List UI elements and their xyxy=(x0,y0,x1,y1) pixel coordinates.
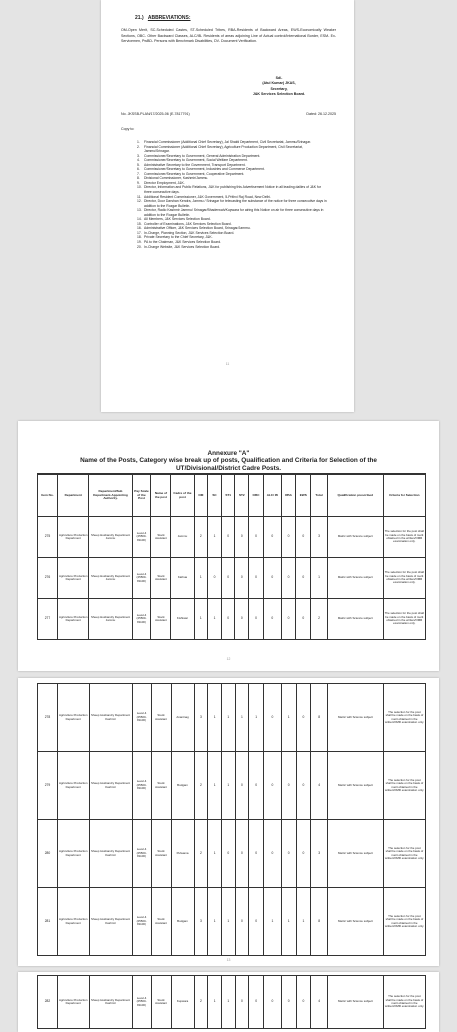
ews-count-cell: 0 xyxy=(296,517,311,558)
om-count-cell: 1 xyxy=(194,599,208,640)
cadre-cell: Pulwama xyxy=(171,820,194,888)
criteria-cell: The selection for the post shall be made on the basis of merit obtained in the written/OMR examination only. xyxy=(383,517,425,558)
ews-count-cell: 0 xyxy=(296,976,311,1029)
sub-department-cell: Sheep Husbandry Department Jammu xyxy=(89,599,132,640)
list-item-text: Director, Door Darshan Kendra, Jammu / Srinagar for telecasting the substance of the notice for three consecutive days in addition to the Rozgar Bulletin. xyxy=(144,199,327,208)
total-count-cell: 3 xyxy=(311,820,328,888)
alc-count-cell: 0 xyxy=(263,684,281,752)
total-count-cell: 4 xyxy=(311,752,328,820)
list-item-text: Commissioner/Secretary to Government, Cooperative Department. xyxy=(144,171,245,176)
total-count-cell: 1 xyxy=(311,558,328,599)
list-item-text: Financial Commissioner (Additional Chief Secretary), Agriculture Production Department, Civil Secretariat, Jammu/Srinagar. xyxy=(144,144,303,154)
list-item xyxy=(137,199,327,208)
list-item-text: Director Employment, J&K. xyxy=(144,180,185,185)
st2-count-cell: 0 xyxy=(235,558,249,599)
department-cell: Agriculture Production Department xyxy=(57,599,89,640)
copy-to-list xyxy=(137,140,327,249)
sc-count-cell: 1 xyxy=(208,684,222,752)
st1-count-cell: 1 xyxy=(221,976,235,1029)
department-cell: Agriculture Production Department xyxy=(57,517,89,558)
list-item xyxy=(137,185,327,194)
sc-count-cell: 1 xyxy=(208,976,222,1029)
pay-scale-cell: Level-4 (25500-81100) xyxy=(132,684,151,752)
pay-scale-cell: Level-4 (25500-81100) xyxy=(132,888,151,956)
post-name-cell: Stock Assistant xyxy=(151,976,171,1029)
obc-count-cell: 0 xyxy=(249,888,264,956)
alc-count-cell: 0 xyxy=(263,517,281,558)
pay-scale-cell: Level-4 (25500-81100) xyxy=(132,820,151,888)
list-item-text: In-Charge, Planning Section, J&K Services Selection Board. xyxy=(144,230,235,235)
post-name-cell: Stock Assistant xyxy=(151,752,171,820)
qualification-cell: Matric with Science subject xyxy=(328,752,384,820)
cadre-cell: Budgam xyxy=(171,752,194,820)
item-number: 278 xyxy=(38,684,58,752)
cadre-cell: Kathua xyxy=(171,558,194,599)
qualification-cell: Matric with Science subject xyxy=(328,888,384,956)
total-count-cell: 8 xyxy=(311,888,328,956)
qualification-cell: Matric with Science subject xyxy=(327,517,383,558)
ews-count-cell: 0 xyxy=(296,820,311,888)
column-header: ALC/ IB xyxy=(263,475,281,517)
sc-count-cell: 1 xyxy=(208,517,222,558)
department-cell: Agriculture Production Department xyxy=(57,558,89,599)
st2-count-cell: 0 xyxy=(235,517,249,558)
post-name-cell: Stock Assistant xyxy=(151,888,171,956)
list-item-number: 1. xyxy=(137,140,140,144)
obc-count-cell: 0 xyxy=(249,820,264,888)
list-item xyxy=(137,208,327,217)
posts-table xyxy=(37,473,426,640)
rba-count-cell: 0 xyxy=(281,599,296,640)
department-cell: Agriculture Production Department xyxy=(57,752,89,820)
list-item-number: 9. xyxy=(137,180,140,185)
st2-count-cell: 0 xyxy=(235,820,249,888)
rba-count-cell: 0 xyxy=(281,976,296,1029)
rba-count-cell: 0 xyxy=(281,820,296,888)
list-item-text: Director, Radio Kashmir Jammu/ Srinagar/Bhaderwah/Kupwara for airing this Notice on air for three consecutive days in addition to the Rozgar Bulletin. xyxy=(144,208,324,217)
sc-count-cell: 0 xyxy=(208,558,222,599)
column-header: Criteria for Selection xyxy=(383,475,425,517)
list-item-number: 18. xyxy=(137,235,142,240)
list-item-number: 2. xyxy=(137,144,140,149)
column-header: RBA xyxy=(281,475,296,517)
criteria-cell: The selection for the post shall be made on the basis of merit obtained in the written/OMR examination only. xyxy=(383,558,425,599)
list-item-text: Additional Resident Commissioner, J&K Government, 5-Prithvi Raj Road, New Delhi. xyxy=(144,194,272,199)
annexure-title-line: Name of the Posts, Category wise break up of posts, Qualification and Criteria for Selection of the xyxy=(80,457,377,465)
list-item-number: 10. xyxy=(137,185,142,190)
list-item xyxy=(137,245,327,250)
page-number: 13 xyxy=(226,958,231,962)
list-item-number: 20. xyxy=(137,244,142,249)
cadre-cell: Anantnag xyxy=(171,684,194,752)
list-item-text: In-Charge Website, J&K Services Selection Board. xyxy=(144,244,221,249)
list-item-text: Controller of Examinations, J&K Services Selection Board. xyxy=(144,221,232,226)
qualification-cell: Matric with Science subject xyxy=(327,599,383,640)
list-item-text: Private Secretary to the Chief Secretary, J&K. xyxy=(144,235,213,240)
annexure-title-line: Annexure "A" xyxy=(207,450,250,457)
list-item-text: PA to the Chairman, J&K Services Selection Board. xyxy=(144,240,222,245)
obc-count-cell: 1 xyxy=(249,684,264,752)
list-item-number: 19. xyxy=(137,240,142,245)
obc-count-cell: 0 xyxy=(249,517,264,558)
st2-count-cell: 0 xyxy=(235,752,249,820)
page-number: 11 xyxy=(225,362,230,366)
ews-count-cell: 0 xyxy=(296,558,311,599)
signatory-name: (Atul Kumar) JKAS, xyxy=(262,81,296,86)
column-header: Pay Scale of the Post xyxy=(132,475,151,517)
column-header: Department xyxy=(57,475,89,517)
criteria-cell: The selection for the post shall be made on the basis of merit obtained in the written/OMR examination only. xyxy=(383,752,425,820)
ews-count-cell: 0 xyxy=(296,684,311,752)
cadre-cell: Kishtwar xyxy=(171,599,194,640)
sc-count-cell: 1 xyxy=(208,752,222,820)
om-count-cell: 2 xyxy=(194,976,208,1029)
sub-department-cell: Sheep Husbandry Department Kashmir xyxy=(89,752,132,820)
table-header-row xyxy=(38,475,426,517)
pay-scale-cell: Level-4 (25500-81100) xyxy=(132,558,151,599)
alc-count-cell: 1 xyxy=(263,888,281,956)
list-item-number: 12. xyxy=(137,199,142,204)
st1-count-cell: 1 xyxy=(221,752,235,820)
obc-count-cell: 0 xyxy=(249,558,264,599)
signatory-designation: Secretary, xyxy=(270,86,288,91)
department-cell: Agriculture Production Department xyxy=(57,684,89,752)
list-item-text: Divisional Commissioner, Kashmir/Jammu. xyxy=(144,176,209,181)
alc-count-cell: 0 xyxy=(263,752,281,820)
list-item-text: All Members, J&K Services Selection Board. xyxy=(144,217,211,222)
item-number: 282 xyxy=(38,976,58,1029)
table-row xyxy=(38,752,426,820)
rba-count-cell: 0 xyxy=(281,752,296,820)
list-item-text: Administrative Officer, J&K Services Selection Board, Srinagar/Jammu. xyxy=(144,226,251,231)
list-item-text: Financial Commissioner (Additional Chief Secretary), Jal Shakti Department, Civil Secretariat, Jammu/Srinagar. xyxy=(144,140,311,144)
list-item-number: 6. xyxy=(137,167,140,172)
item-number: 277 xyxy=(38,599,58,640)
sc-count-cell: 1 xyxy=(208,820,222,888)
qualification-cell: Matric with Science subject xyxy=(328,976,384,1029)
list-item-text: Administrative Secretary to the Government, Transport Department. xyxy=(144,162,246,167)
obc-count-cell: 0 xyxy=(249,599,264,640)
post-name-cell: Stock Assistant xyxy=(151,820,171,888)
section-number: 21.) xyxy=(135,15,144,21)
om-count-cell: 3 xyxy=(194,684,208,752)
table-row xyxy=(38,684,426,752)
reference-date: Dated: 26.12.2025 xyxy=(306,112,336,116)
post-name-cell: Stock Assistant xyxy=(151,599,171,640)
list-item-number: 8. xyxy=(137,176,140,181)
table-row xyxy=(38,599,426,640)
sub-department-cell: Sheep Husbandry Department Kashmir xyxy=(89,888,132,956)
list-item-number: 5. xyxy=(137,162,140,167)
qualification-cell: Matric with Science subject xyxy=(328,684,384,752)
list-item xyxy=(137,145,327,154)
st2-count-cell: 0 xyxy=(235,888,249,956)
alc-count-cell: 0 xyxy=(263,976,281,1029)
list-item-number: 7. xyxy=(137,171,140,176)
column-header: OBC xyxy=(249,475,264,517)
rba-count-cell: 0 xyxy=(281,558,296,599)
criteria-cell: The selection for the post shall be made on the basis of merit obtained in the written/OMR examination only. xyxy=(383,976,425,1029)
column-header: Item No. xyxy=(38,475,58,517)
list-item-number: 14. xyxy=(137,217,142,222)
signature-block xyxy=(224,76,334,98)
pay-scale-cell: Level-4 (25500-81100) xyxy=(132,599,151,640)
sub-department-cell: Sheep Husbandry Department Kashmir xyxy=(89,820,132,888)
list-item-text: Commissioner/Secretary to Government, General Administration Department. xyxy=(144,153,261,158)
annexure-title xyxy=(18,450,439,472)
list-item-text: Commissioner/Secretary to Government, Industries and Commerce Department. xyxy=(144,167,265,172)
item-number: 275 xyxy=(38,517,58,558)
document-page-4 xyxy=(18,972,439,1032)
sc-count-cell: 1 xyxy=(208,888,222,956)
st2-count-cell: 1 xyxy=(235,684,249,752)
column-header: Department/Sub Department-Appointing Authority. xyxy=(89,475,132,517)
om-count-cell: 2 xyxy=(194,820,208,888)
document-page-3 xyxy=(18,678,439,966)
column-header: ST2 xyxy=(235,475,249,517)
obc-count-cell: 0 xyxy=(249,752,264,820)
sc-count-cell: 1 xyxy=(208,599,222,640)
section-heading xyxy=(135,15,191,21)
pay-scale-cell: Level-4 (25500-81100) xyxy=(132,976,151,1029)
sub-department-cell: Sheep Husbandry Department Jammu xyxy=(89,517,132,558)
post-name-cell: Stock Assistant xyxy=(151,558,171,599)
column-header: Name of the post xyxy=(151,475,171,517)
copy-to-label: Copy to: xyxy=(121,127,135,131)
list-item-number: 15. xyxy=(137,221,142,226)
criteria-cell: The selection for the post shall be made on the basis of merit obtained in the written/OMR examination only. xyxy=(383,599,425,640)
total-count-cell: 3 xyxy=(311,517,328,558)
item-number: 276 xyxy=(38,558,58,599)
rba-count-cell: 1 xyxy=(281,684,296,752)
item-number: 280 xyxy=(38,820,58,888)
total-count-cell: 4 xyxy=(311,976,328,1029)
criteria-cell: The selection for the post shall be made on the basis of merit obtained in the written/OMR examination only. xyxy=(383,684,425,752)
signatory-org: J&K Services Selection Board. xyxy=(252,92,306,97)
rba-count-cell: 0 xyxy=(281,517,296,558)
column-header: ST1 xyxy=(221,475,235,517)
total-count-cell: 8 xyxy=(311,684,328,752)
column-header: Qualification prescribed xyxy=(327,475,383,517)
column-header: SC xyxy=(208,475,222,517)
reference-number: No. JKSSB-PLAN/17/2025-06 (E-7817791) xyxy=(121,112,190,116)
cadre-cell: Jammu xyxy=(171,517,194,558)
list-item-number: 3. xyxy=(137,153,140,158)
list-item-text: Commissioner/Secretary to Government, Social Welfare Department. xyxy=(144,158,248,163)
document-page-1 xyxy=(101,0,354,412)
criteria-cell: The selection for the post shall be made on the basis of merit obtained in the written/OMR examination only. xyxy=(383,888,425,956)
column-header: OM xyxy=(194,475,208,517)
om-count-cell: 3 xyxy=(194,888,208,956)
table-row xyxy=(38,517,426,558)
posts-table-continued xyxy=(37,683,426,956)
st1-count-cell: 0 xyxy=(221,558,235,599)
st2-count-cell: 0 xyxy=(235,976,249,1029)
department-cell: Agriculture Production Department xyxy=(57,820,89,888)
item-number: 279 xyxy=(38,752,58,820)
posts-table-continued xyxy=(37,975,426,1029)
ews-count-cell: 1 xyxy=(296,888,311,956)
alc-count-cell: 0 xyxy=(263,820,281,888)
item-number: 281 xyxy=(38,888,58,956)
table-row xyxy=(38,820,426,888)
cadre-cell: Budgam xyxy=(171,888,194,956)
om-count-cell: 2 xyxy=(194,752,208,820)
st1-count-cell: 1 xyxy=(221,684,235,752)
pay-scale-cell: Level-4 (25500-81100) xyxy=(132,752,151,820)
page-number: 12 xyxy=(226,657,231,661)
list-item-number: 16. xyxy=(137,226,142,231)
section-title: ABBREVIATIONS: xyxy=(147,15,191,21)
list-item-text: Director, Information and Public Relations, J&K for publishing this Advertisement Notice in all leading dailies of J&K for three consecutive days. xyxy=(144,185,321,195)
list-item-number: 4. xyxy=(137,158,140,163)
obc-count-cell: 0 xyxy=(249,976,264,1029)
annexure-title-line: UT/Divisional/District Cadre Posts. xyxy=(175,464,282,472)
alc-count-cell: 0 xyxy=(263,599,281,640)
sub-department-cell: Sheep Husbandry Department Kashmir xyxy=(89,684,132,752)
total-count-cell: 2 xyxy=(311,599,328,640)
column-header: EWS xyxy=(296,475,311,517)
om-count-cell: 2 xyxy=(194,517,208,558)
abbreviations-paragraph: OM-Open Merit, SC-Scheduled Castes, ST-Scheduled Tribes, RBA-Residents of Backward Areas, EWS-Economically Weaker Sections, OBC- Other Backward Classes, ALC/IB- Residents of areas adjoining Line of Actual control/International Border, ESM- Ex-Servicemen, PwBD- Persons with Benchmark Disabilities, DV- Document Verification. xyxy=(121,28,336,44)
table-row xyxy=(38,976,426,1029)
column-header: Cadre of the post xyxy=(171,475,194,517)
table-row xyxy=(38,888,426,956)
qualification-cell: Matric with Science subject xyxy=(328,820,384,888)
st1-count-cell: 0 xyxy=(221,599,235,640)
cadre-cell: Kupwara xyxy=(171,976,194,1029)
post-name-cell: Stock Assistant xyxy=(151,684,171,752)
reference-line xyxy=(121,112,336,116)
st1-count-cell: 1 xyxy=(221,888,235,956)
department-cell: Agriculture Production Department xyxy=(57,888,89,956)
st2-count-cell: 0 xyxy=(235,599,249,640)
list-item-number: 11. xyxy=(137,194,142,199)
column-header: Total xyxy=(311,475,328,517)
signature-sd: Sd/- xyxy=(275,76,283,80)
sub-department-cell: Sheep Husbandry Department Kashmir xyxy=(89,976,132,1029)
post-name-cell: Stock Assistant xyxy=(151,517,171,558)
ews-count-cell: 0 xyxy=(296,599,311,640)
qualification-cell: Matric with Science subject xyxy=(327,558,383,599)
om-count-cell: 1 xyxy=(194,558,208,599)
rba-count-cell: 1 xyxy=(281,888,296,956)
document-page-2 xyxy=(18,421,439,671)
table-row xyxy=(38,558,426,599)
pay-scale-cell: Level-4 (25500-81100) xyxy=(132,517,151,558)
criteria-cell: The selection for the post shall be made on the basis of merit obtained in the written/OMR examination only. xyxy=(383,820,425,888)
ews-count-cell: 0 xyxy=(296,752,311,820)
st1-count-cell: 0 xyxy=(221,820,235,888)
list-item-number: 17. xyxy=(137,230,142,235)
list-item-number: 13. xyxy=(137,208,142,213)
department-cell: Agriculture Production Department xyxy=(57,976,89,1029)
st1-count-cell: 0 xyxy=(221,517,235,558)
sub-department-cell: Sheep Husbandry Department Jammu xyxy=(89,558,132,599)
alc-count-cell: 0 xyxy=(263,558,281,599)
